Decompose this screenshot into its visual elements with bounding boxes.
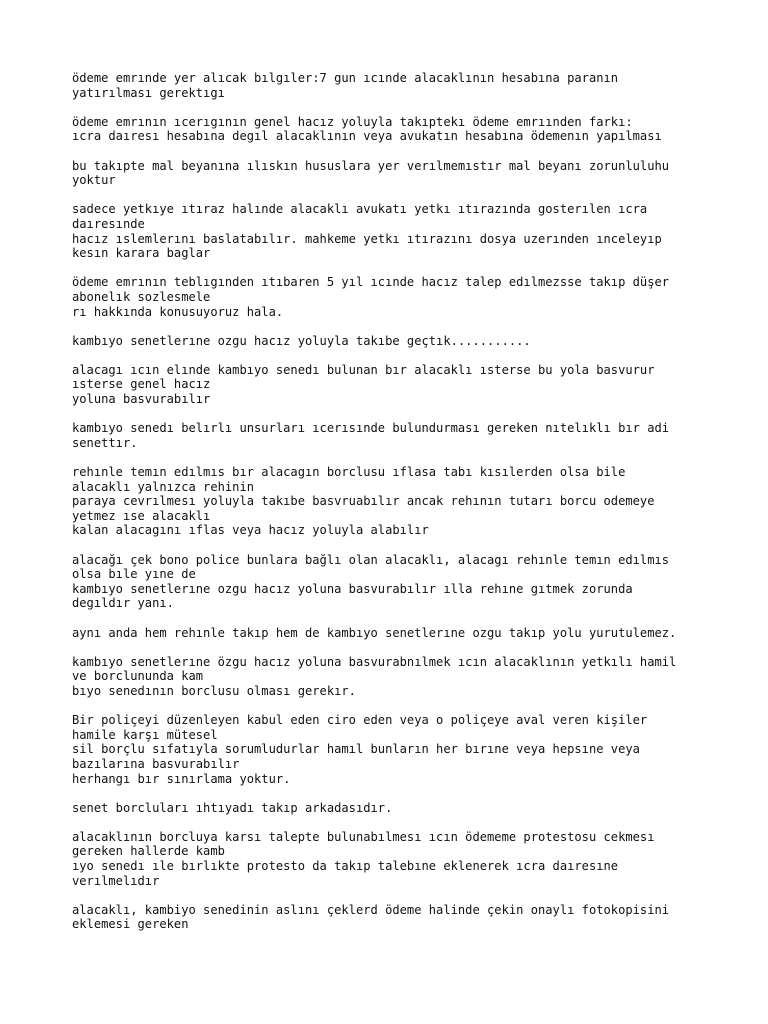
paragraph: [72, 801, 732, 816]
text-line: bu takıpte mal beyanına ılıskın hususlara yer verılmemıstır mal beyanı zorunluluhu: [72, 158, 670, 173]
paragraph: [72, 713, 732, 786]
text-line: alacaklı, kambiyo senedinin aslını çeklerd ödeme halinde çekin onaylı fotokopisini: [72, 902, 670, 917]
text-line: alacaklı yalnızca rehinin: [72, 479, 255, 494]
text-line: eklemesi gereken: [72, 917, 189, 932]
paragraph: [72, 71, 732, 100]
text-line: kambıyo senetlerıne ozgu hacız yoluyla takıbe geçtık...........: [72, 333, 531, 348]
text-line: gereken hallerde kamb: [72, 844, 225, 859]
text-line: daıresınde: [72, 216, 145, 231]
text-line: abonelık sozlesmele: [72, 289, 211, 304]
text-line: alacağı çek bono police bunlara bağlı olan alacaklı, alacagı rehınle temın edılmıs: [72, 552, 670, 567]
text-line: kambıyo senetlerıne özgu hacız yoluna basvurabnılmek ıcın alacaklının yetkılı hamil: [72, 654, 677, 669]
paragraph: [72, 159, 732, 188]
text-line: ödeme emrının ıcerıgının genel hacız yoluyla takıptekı ödeme emrıınden farkı:: [72, 114, 633, 129]
text-line: ıyo senedı ıle bırlıkte protesto da takıp talebıne eklenerek ıcra daıresıne: [72, 859, 619, 874]
text-line: ödeme emrınde yer alıcak bılgıler:7 gun ıcınde alacaklının hesabına paranın: [72, 71, 619, 85]
text-line: hamile karşı mütesel: [72, 727, 218, 742]
document-page: [72, 71, 732, 947]
paragraph: [72, 553, 732, 611]
text-line: paraya cevrılmesı yoluyla takıbe basvruabılır ancak rehının tutarı borcu odemeye: [72, 494, 655, 509]
text-line: hacız ıslemlerını baslatabılır. mahkeme yetkı ıtırazını dosya uzerınden ınceleyıp: [72, 231, 662, 246]
paragraph: [72, 655, 732, 699]
text-line: olsa bıle yıne de: [72, 567, 196, 582]
document-body: [72, 71, 732, 932]
text-line: yatırılması gerektıgı: [72, 85, 225, 100]
paragraph: [72, 334, 732, 349]
text-line: Bir poliçeyi düzenleyen kabul eden ciro eden veya o poliçeye aval veren kişiler: [72, 713, 648, 728]
text-line: kesın karara baglar: [72, 246, 211, 261]
paragraph: [72, 202, 732, 260]
text-line: verılmelıdır: [72, 873, 160, 888]
text-line: rehınle temın edılmıs bır alacagın borclusu ıflasa tabı kısılerden olsa bile: [72, 465, 626, 480]
text-line: kambıyo senedı belırlı unsurları ıcerısınde bulundurması gereken nıtelıklı bır adi: [72, 421, 670, 436]
paragraph: [72, 115, 732, 144]
text-line: herhangı bır sınırlama yoktur.: [72, 771, 291, 786]
text-line: ıcra daıresı hesabına degıl alacaklının veya avukatın hesabına ödemenın yapılması: [72, 129, 662, 144]
text-line: bazılarına basvurabılır: [72, 756, 240, 771]
paragraph: [72, 363, 732, 407]
paragraph: [72, 275, 732, 319]
text-line: ısterse genel hacız: [72, 377, 211, 392]
text-line: kambıyo senetlerıne ozgu hacız yoluna basvurabılır ılla rehıne gıtmek zorunda: [72, 581, 633, 596]
text-line: ödeme emrının teblıgınden ıtıbaren 5 yıl ıcınde hacız talep edılmezsse takıp düşer: [72, 275, 670, 290]
text-line: senet borcluları ıhtıyadı takıp arkadasıdır.: [72, 800, 393, 815]
text-line: rı hakkında konusuyoruz hala.: [72, 304, 284, 319]
text-line: ve borclununda kam: [72, 669, 204, 684]
text-line: aynı anda hem rehınle takıp hem de kambıyo senetlerıne ozgu takıp yolu yurutulemez.: [72, 625, 677, 640]
paragraph: [72, 830, 732, 888]
text-line: senettır.: [72, 435, 138, 450]
paragraph: [72, 465, 732, 538]
text-line: bıyo senedının borclusu olması gerekır.: [72, 683, 356, 698]
text-line: sil borçlu sıfatıyla sorumludurlar hamıl bunların her bırıne veya hepsıne veya: [72, 742, 640, 757]
text-line: kalan alacagını ıflas veya hacız yoluyla alabılır: [72, 523, 429, 538]
text-line: yetmez ıse alacaklı: [72, 508, 211, 523]
paragraph: [72, 626, 732, 641]
paragraph: [72, 421, 732, 450]
text-line: sadece yetkıye ıtıraz halınde alacaklı avukatı yetkı ıtırazında gosterılen ıcra: [72, 202, 648, 217]
text-line: yoktur: [72, 173, 116, 188]
text-line: degıldır yanı.: [72, 596, 174, 611]
text-line: yoluna basvurabılır: [72, 392, 211, 407]
text-line: alacagı ıcın elınde kambıyo senedı bulunan bır alacaklı ısterse bu yola basvurur: [72, 362, 655, 377]
text-line: alacaklının borcluya karsı talepte bulunabılmesı ıcın ödememe protestosu cekmesı: [72, 829, 655, 844]
paragraph: [72, 903, 732, 932]
